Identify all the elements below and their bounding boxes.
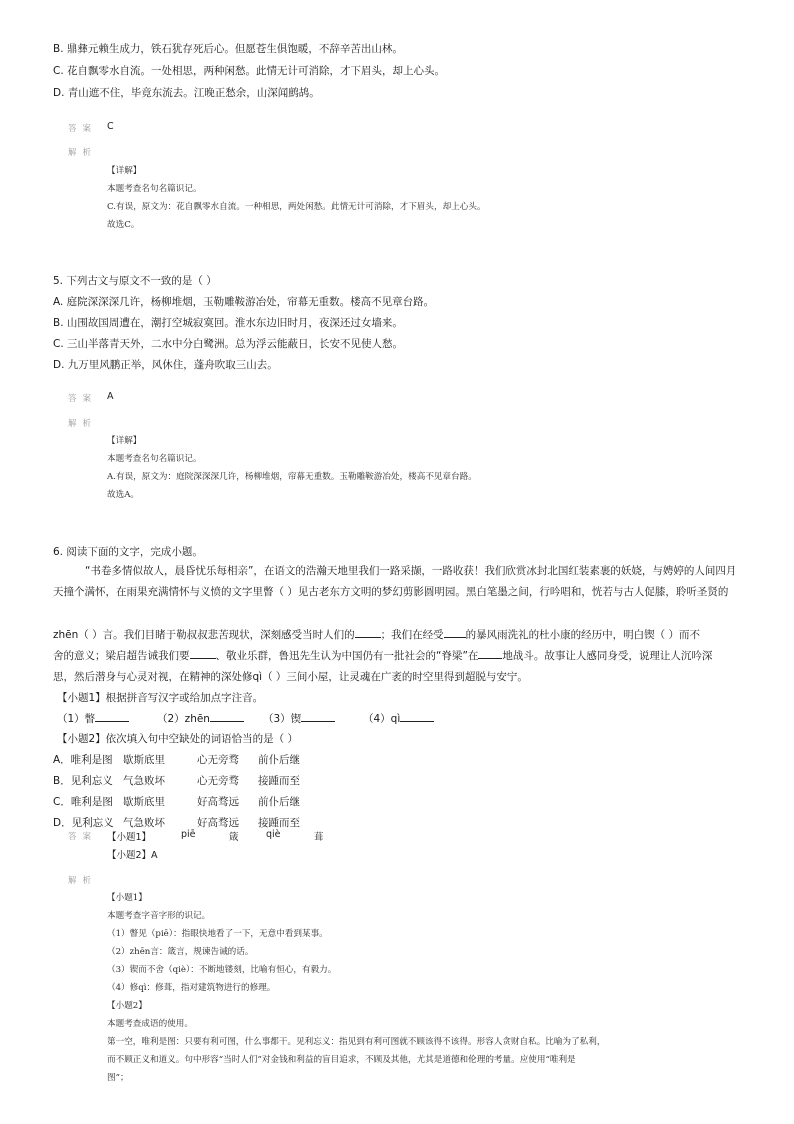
q5-option-d: D. 九万里风鹏正举，风休住，蓬舟吹取三山去。 [53,359,278,371]
q5-option-b: B. 山围故国周遭在，潮打空城寂寞回。淮水东边旧时月，夜深还过女墙来。 [53,317,403,329]
q5-expl-line: A.有误，原文为：庭院深深深几许，杨柳堆烟，帘幕无重数。玉勒雕鞍游冶处，楼高不见章台路。 [107,472,477,482]
sub2-option-term: 接踵而至 [258,775,300,787]
q4-option-c: C. 花自飘零水自流。一处相思，两种闲愁。此情无计可消除，才下眉头，却上心头。 [53,65,446,77]
sub2-option-term: 心无旁骛 [197,754,239,766]
sub2-option-term: 气急败坏 [123,775,165,787]
sub2-option-term: 歇斯底里 [123,754,165,766]
q6-answer-label: 答案 [68,832,98,842]
sub2-option-term: 心无旁骛 [197,775,239,787]
sub2-option-row [53,752,353,766]
sub2-option-term: D．见利忘义 [53,817,114,829]
q5-option-c: C. 三山半落青天外，二水中分白鹭洲。总为浮云能蔽日，长安不见使人愁。 [53,338,404,350]
q6-expl-line: （3）锲而不舍（qiè）：不断地镂刻，比喻有恒心，有毅力。 [107,965,337,975]
q6-sub1-items [53,711,453,725]
q4-expl-line: C.有误，原文为：花自飘零水自流。一种相思，两处闲愁。此情无计可消除，才下眉头，却上心头。 [107,202,486,212]
sub2-option-term: 前仆后继 [258,754,300,766]
sub2-option-term: 气急败坏 [123,817,165,829]
sub2-option-row [53,773,353,787]
q6-passage-line: 思，然后潜身与心灵对视，在精神的深处修qì（ ）三间小屋，让灵魂在广袤的时空里得到超脱与安宁。 [53,671,528,683]
passage-segment: ；我们在经受 [380,629,444,641]
sub1-item: （2）zhēn [157,711,244,726]
q4-expl-line: 【详解】 [107,166,142,176]
passage-segment: zhēn（ ）言。我们目睹于勒叔叔悲苦现状，深刻感受当时人们的 [53,629,355,641]
sub1-item: （1）瞥 [57,711,129,726]
sub2-option-term: 接踵而至 [258,817,300,829]
q5-expl-line: 故选A。 [107,490,139,500]
q6-expl-line: 本题考查字音字形的识记。 [107,911,211,921]
q5-stem: 5. 下列古文与原文不一致的是（ ） [53,275,217,287]
sub2-option-term: 歇斯底里 [123,796,165,808]
q6-sub2-stem: 【小题2】依次填入句中空缺处的词语恰当的是（ ） [57,733,299,745]
q6-passage-line [53,627,700,642]
sub2-option-term: B．见利忘义 [53,775,113,787]
q6-answer1: 【小题1】 piē 箴 qiè 葺 [107,829,324,843]
passage-segment: 地战斗。故事让人感同身受，说理让人沉吟深 [502,650,713,662]
q6-expl-line: （2）zhēn言：箴言，规谏告诫的话。 [107,947,254,957]
q4-expl-line: 故选C。 [107,220,140,230]
q5-expl-line: 本题考查名句名篇识记。 [107,454,202,464]
q5-answer-label: 答案 [68,394,98,404]
passage-segment: 、敬业乐群，鲁迅先生认为中国仍有一批社会的“脊梁”在 [215,650,479,662]
q6-expl-line: （4）修qì：修葺，指对建筑物进行的修理。 [107,983,276,993]
q6-expl-line: 而不顾正义和道义。句中形容“当时人们”对金钱和利益的盲目追求，不顾及其他，尤其是道德和伦理的考量。应使用“唯利是 [107,1055,576,1065]
q5-option-a: A. 庭院深深深几许，杨柳堆烟，玉勒雕鞍游冶处，帘幕无重数。楼高不见章台路。 [53,296,435,308]
q4-option-b: B. 鼎彝元赖生成力，铁石犹存死后心。但愿苍生俱饱暖，不辞辛苦出山林。 [53,43,403,55]
q6-stem: 6. 阅读下面的文字，完成小题。 [53,546,203,558]
q5-expl-line: 【详解】 [107,436,142,446]
sub2-option-term: A．唯利是图 [53,754,113,766]
q6-sub1-stem: 【小题1】根据拼音写汉字或给加点字注音。 [57,692,264,704]
q4-option-d: D. 青山遮不住，毕竟东流去。江晚正愁余，山深闻鹧鸪。 [53,87,320,99]
q6-expl-line: 【小题1】 [107,893,147,903]
q6-expl-line: 【小题2】 [107,1001,147,1011]
sub1-item: （4）qì [363,711,434,726]
sub2-option-row [53,815,353,829]
sub2-option-term: 好高骛远 [197,796,239,808]
q6-expl-line: （1）瞥见（piē）：指眼快地看了一下，无意中看到某事。 [107,929,328,939]
sub2-option-row [53,794,353,808]
q6-passage-line [53,648,712,663]
passage-segment: 舍的意义；梁启超告诫我们要 [53,650,190,662]
q4-answer-label: 答案 [68,124,98,134]
q6-answer2: 【小题2】A [107,850,158,861]
q4-answer: C [107,121,114,132]
q6-expl-line: 图”； [107,1073,129,1083]
q6-expl-line: 第一空，唯利是图：只要有利可图，什么事都干。见利忘义：指见到有利可图就不顾该得不该得。形容人贪财自私。比喻为了私利， [107,1037,606,1047]
q4-expl-line: 本题考查名句名篇识记。 [107,184,202,194]
q5-answer: A [107,391,114,402]
q6-expl-line: 本题考查成语的使用。 [107,1019,193,1029]
q6-passage-part1: “书卷多情似故人，晨昏忧乐每相亲”，在语文的浩瀚天地里我们一路采撷，一路收获！我们欣赏冰封北国红装素裹的妖娆，与娉婷的人间四月天撞个满怀，在雨果充满情怀与义愤的文字里瞥（ ）见古老东方文明的梦幻剪影圆明园。黑白笔墨之间，行吟唱和，恍若与古人促膝，聆听圣贤的 [53,565,737,598]
sub2-option-term: 好高骛远 [197,817,239,829]
sub2-option-term: 前仆后继 [258,796,300,808]
sub2-option-term: C．唯利是图 [53,796,113,808]
sub1-item: （3）锲 [263,711,335,726]
q4-analysis-label: 解析 [68,148,98,158]
q6-analysis-label: 解析 [68,876,98,886]
passage-segment: 的暴风雨洗礼的杜小康的经历中，明白锲（ ）而不 [465,629,700,641]
q5-analysis-label: 解析 [68,419,98,429]
